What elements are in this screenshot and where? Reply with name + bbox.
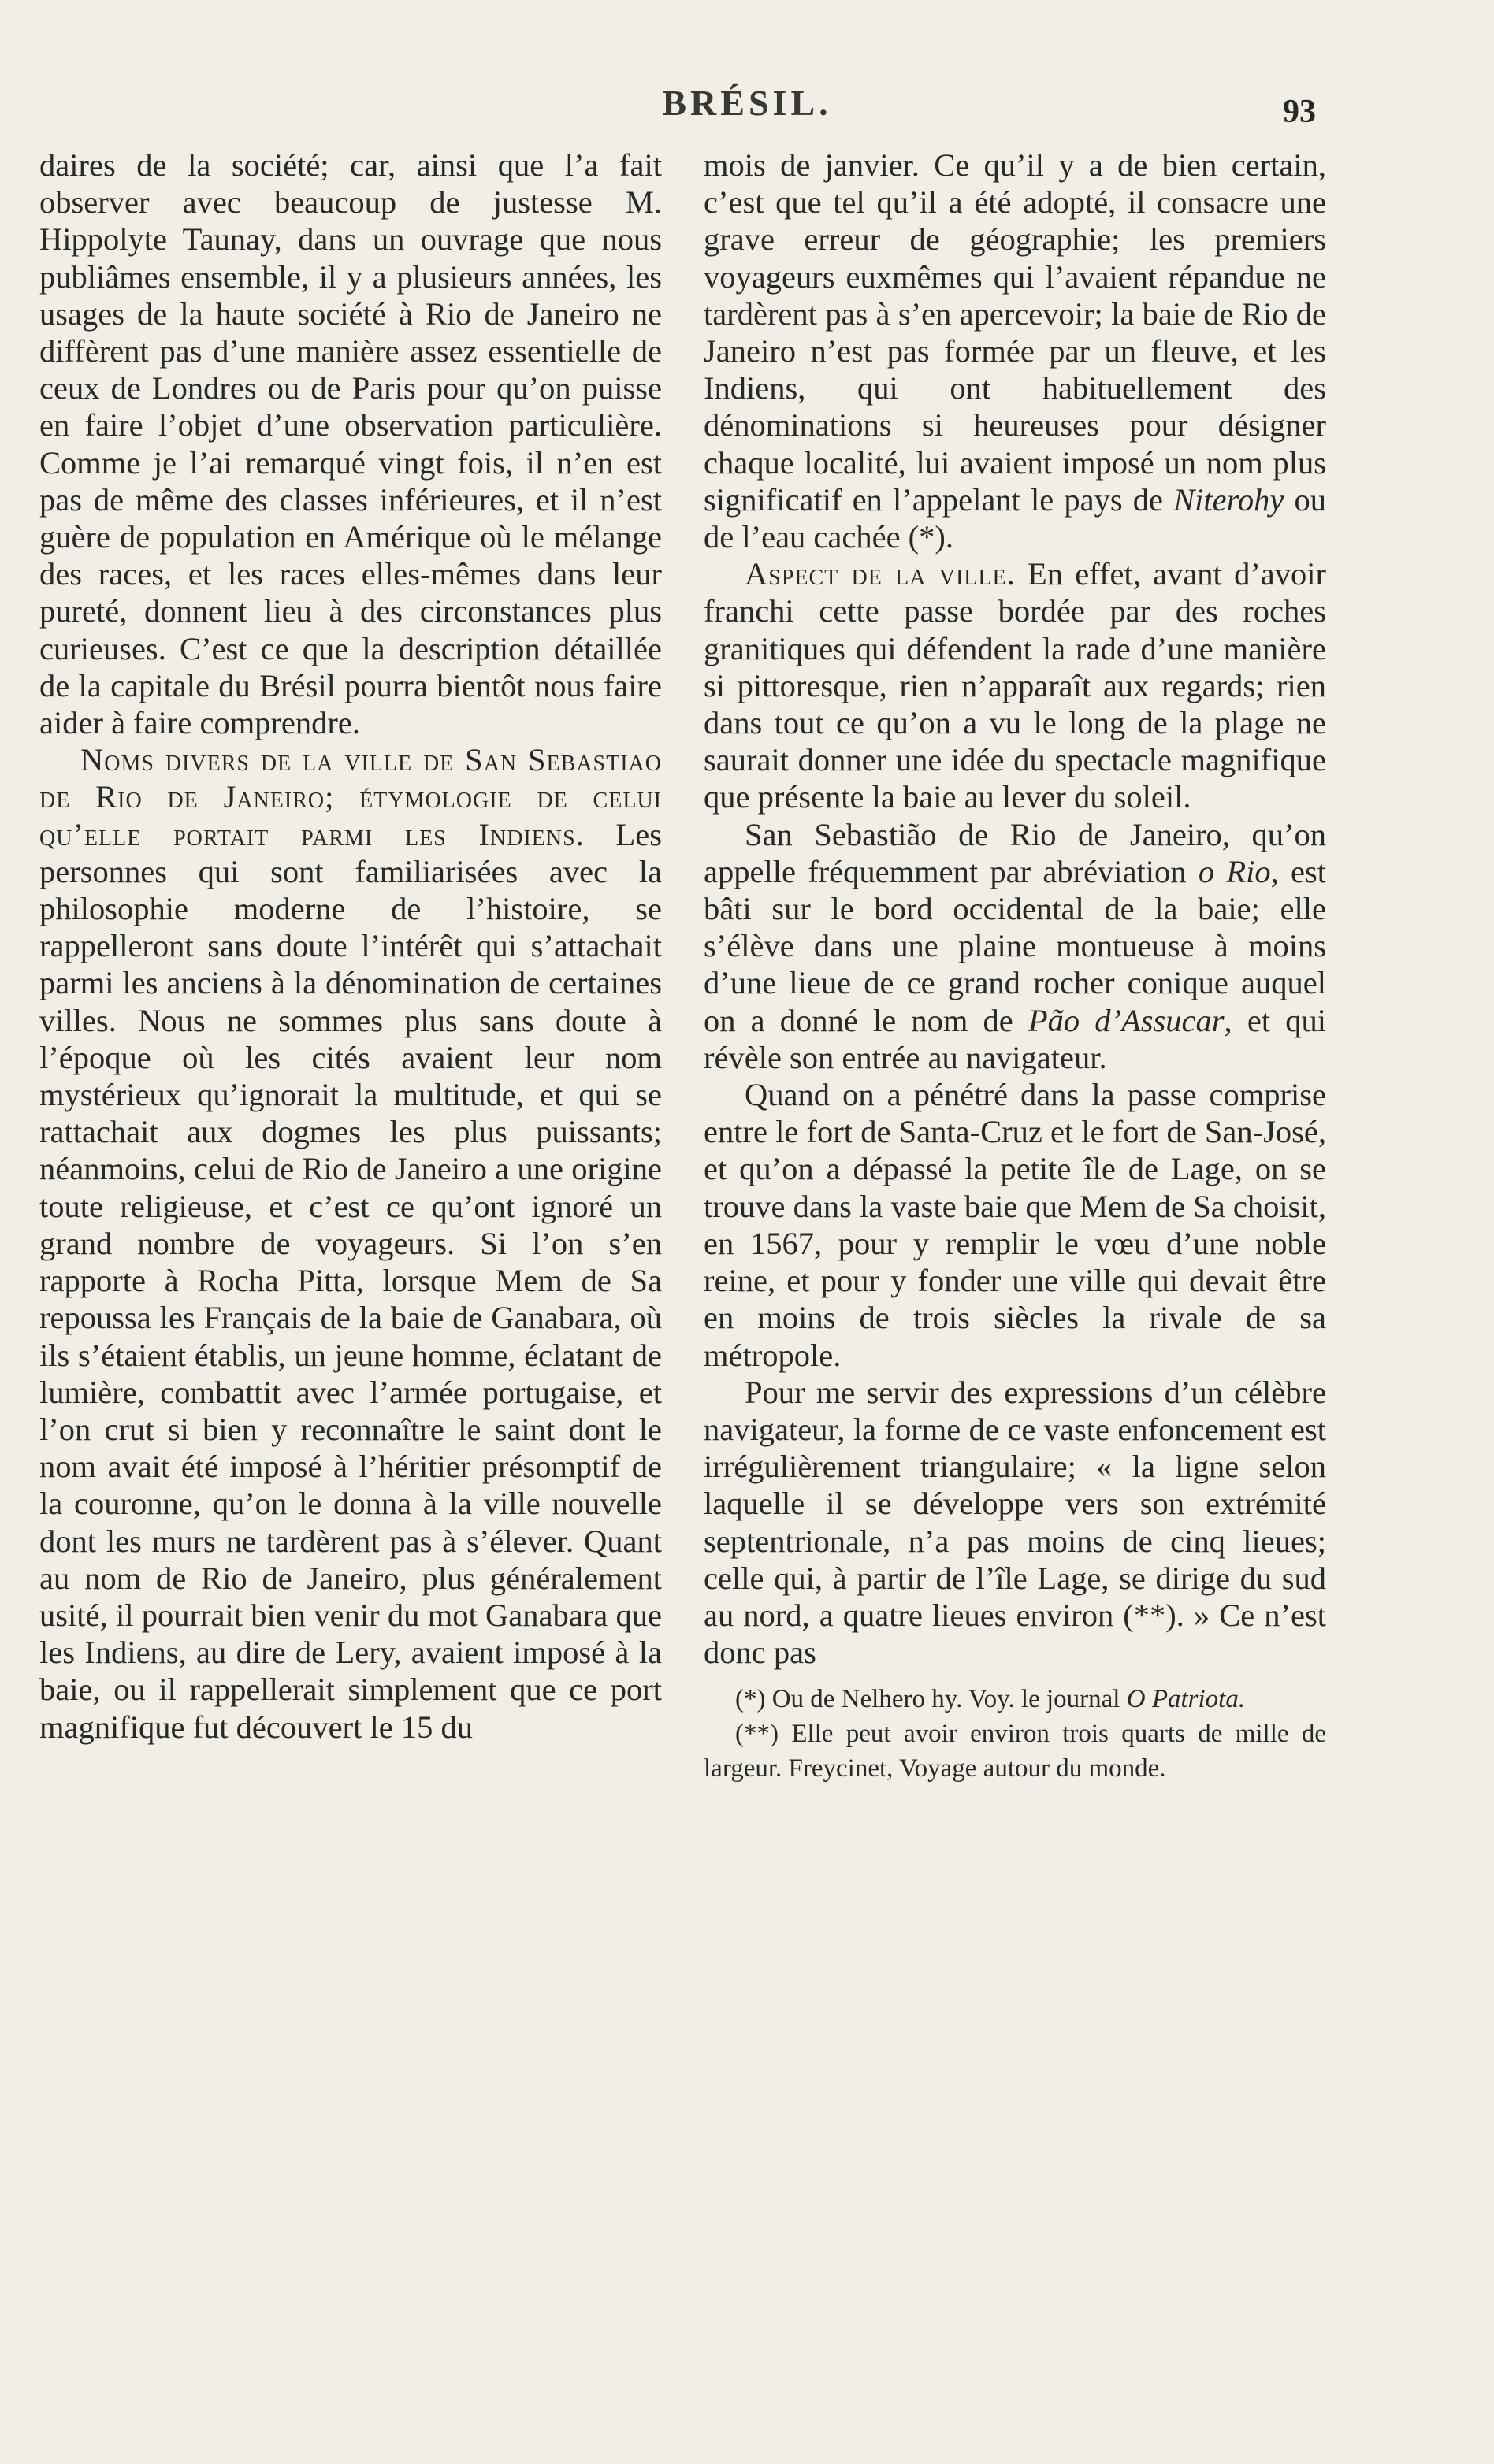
paragraph-text: San Sebastião de Rio de Janeiro, qu’on appelle fréquemment par abréviation <box>704 816 1326 889</box>
footnote <box>704 1682 1326 1716</box>
italic-term: Niterohy <box>1173 481 1284 518</box>
paragraph-text: Les personnes qui sont familiarisées avec la philosophie moderne de l’histoire, se rappelleront sans doute l’intérêt qui s’attachait parmi les anciens à la dénomination de certaines villes. Nous ne sommes plus sans doute à l’époque où les cités avaient leur nom mystérieux qu’ignorait la multitude, et qui se rattachait aux dogmes les plus puissants; néanmoins, celui de Rio de Janeiro a une origine toute religieuse, et c’est ce qu’ont ignoré un grand nombre de voyageurs. Si l’on s’en rapporte à Rocha Pitta, lorsque Mem de Sa repoussa les Français de la baie de Ganabara, où ils s’étaient établis, un jeune homme, éclatant de lumière, combattit avec l’armée portugaise, et l’on crut si bien y reconnaître le saint dont le nom avait été imposé à l’héritier présomptif de la couronne, qu’on le donna à la ville nouvelle dont les murs ne tardèrent pas à s’élever. Quant au nom de Rio de Janeiro, plus généralement usité, il pourrait bien venir du mot Ganabara que les Indiens, au dire de Lery, avaient imposé à la baie, ou il rappellerait simplement que ce port magnifique fut découvert le 15 du <box>39 816 663 1745</box>
paragraph-text: ou de l’eau cachée (*). <box>704 481 1326 555</box>
paragraph <box>704 816 1326 1076</box>
footnote: (**) Elle peut avoir environ trois quarts de mille de largeur. Freycinet, Voyage autour du monde. <box>704 1720 1326 1783</box>
italic-term: o Rio <box>1198 853 1271 889</box>
paragraph-text: , est bâti sur le bord occidental de la baie; elle s’élève dans une plaine montueuse à moins d’une lieue de ce grand rocher conique auquel on a donné le nom de <box>704 853 1326 1038</box>
section-heading: Aspect de la ville. <box>745 556 1016 592</box>
paragraph-text: mois de janvier. Ce qu’il y a de bien certain, c’est que tel qu’il a été adopté, il consacre une grave erreur de géographie; les premiers voyageurs euxmêmes qui l’avaient répandue ne tardèrent pas à s’en apercevoir; la baie de Rio de Janeiro n’est pas formée par un fleuve, et les Indiens, qui ont habituellement des dénominations si heureuses pour désigner chaque localité, lui avaient imposé un nom plus significatif en l’appelant le pays de <box>704 147 1326 518</box>
paragraph-text: , et qui révèle son entrée au navigateur. <box>704 1002 1326 1075</box>
italic-term: O Patriota. <box>1126 1685 1246 1714</box>
paragraph: Pour me servir des expressions d’un célèbre navigateur, la forme de ce vaste enfoncement est irrégulièrement triangulaire; « la ligne selon laquelle il se développe vers son extrémité septentrionale, n’a pas moins de cinq lieues; celle qui, à partir de l’île Lage, se dirige du sud au nord, a quatre lieues environ (**). » Ce n’est donc pas <box>704 1374 1326 1671</box>
italic-term: Pão d’Assucar <box>1028 1002 1225 1038</box>
paragraph: Quand on a pénétré dans la passe comprise entre le fort de Santa-Cruz et le fort de San-José, et qu’on a dépassé la petite île de Lage, on se trouve dans la vaste baie que Mem de Sa choisit, en 1567, pour y remplir le vœu d’une noble reine, et pour y fonder une ville qui devait être en moins de trois siècles la rivale de sa métropole. <box>704 1077 1326 1373</box>
footnote-text: (*) Ou de Nelhero hy. Voy. le journal <box>735 1685 1120 1714</box>
left-column <box>39 147 662 1746</box>
paragraph-with-heading <box>39 741 662 1745</box>
paragraph <box>704 147 1326 555</box>
footnotes <box>704 1682 1326 1786</box>
running-title: BRÉSIL. <box>662 83 832 123</box>
section-heading: Noms divers de la ville de San Sebastiao de Rio de Janeiro; étymologie de celui qu’elle portait parmi les Indiens. <box>39 742 662 852</box>
paragraph-with-heading <box>704 555 1326 815</box>
page-number: 93 <box>1283 94 1316 130</box>
paragraph: daires de la société; car, ainsi que l’a fait observer avec beaucoup de justesse M. Hippolyte Taunay, dans un ouvrage que nous publiâmes ensemble, il y a plusieurs années, les usages de la haute société à Rio de Janeiro ne diffèrent pas d’une manière assez essentielle de ceux de Londres ou de Paris pour qu’on puisse en faire l’objet d’une observation particulière. Comme je l’ai remarqué vingt fois, il n’en est pas de même des classes inférieures, et il n’est guère de population en Amérique où le mélange des races, et les races elles-mêmes dans leur pureté, donnent lieu à des circonstances plus curieuses. C’est ce que la description détaillée de la capitale du Brésil pourra bientôt nous faire aider à faire comprendre. <box>39 147 662 741</box>
paragraph-text: En effet, avant d’avoir franchi cette passe bordée par des roches granitiques qui défendent la rade d’une manière si pittoresque, rien n’apparaît aux regards; rien dans tout ce qu’on a vu le long de la plage ne saurait donner une idée du spectacle magnifique que présente la baie au lever du soleil. <box>704 556 1327 815</box>
right-column <box>704 147 1326 1786</box>
